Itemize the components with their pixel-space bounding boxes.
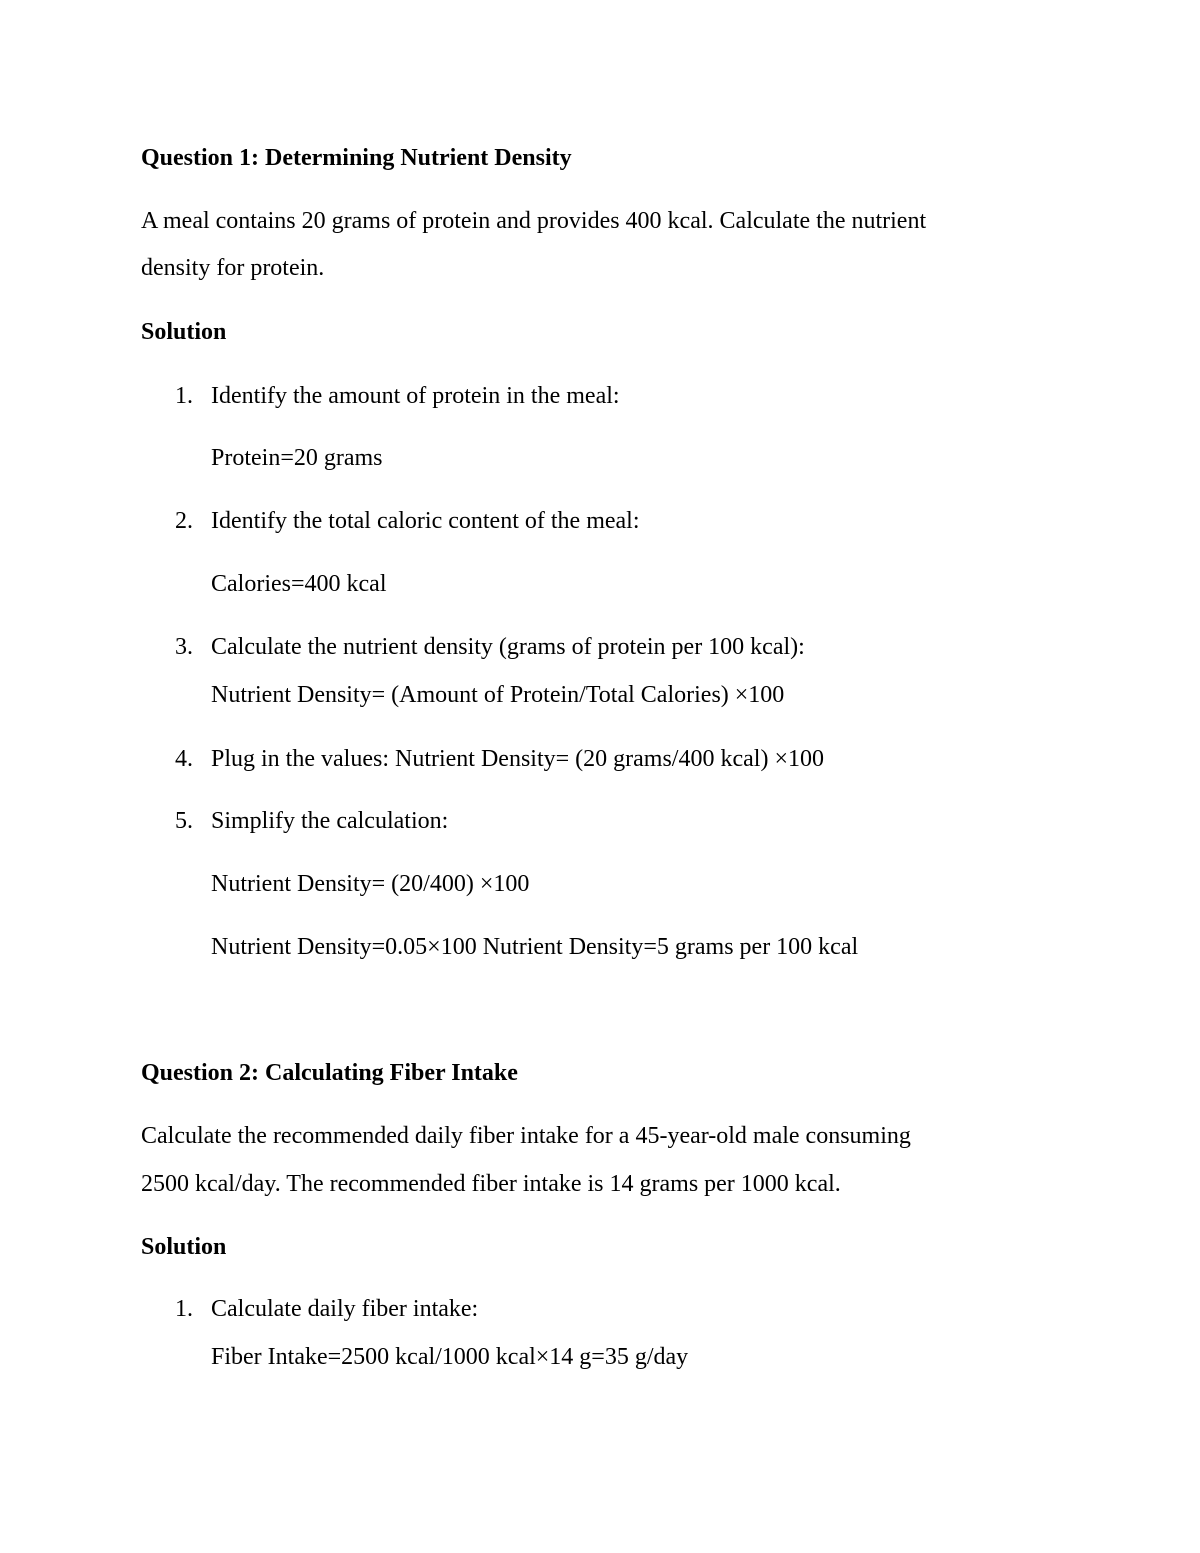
step-detail: Fiber Intake=2500 kcal/1000 kcal×14 g=35 g/day — [211, 1344, 689, 1370]
step-detail: Nutrient Density=0.05×100 Nutrient Density=5 grams per 100 kcal — [211, 934, 859, 960]
question-1-heading: Question 1: Determining Nutrient Density — [141, 145, 572, 171]
step-number: 1. — [175, 383, 193, 409]
question-2-text-line-1: Calculate the recommended daily fiber intake for a 45-year-old male consuming — [141, 1123, 911, 1149]
step-number: 4. — [175, 746, 193, 772]
step-text: Simplify the calculation: — [211, 808, 449, 834]
question-1-text-line-2: density for protein. — [141, 255, 325, 281]
step-number: 3. — [175, 634, 193, 660]
step-detail: Calories=400 kcal — [211, 571, 387, 597]
step-number: 2. — [175, 508, 193, 534]
step-number: 5. — [175, 808, 193, 834]
question-2-solution-label: Solution — [141, 1234, 227, 1260]
step-text: Identify the amount of protein in the meal: — [211, 383, 620, 409]
step-detail: Protein=20 grams — [211, 445, 383, 471]
step-text: Identify the total caloric content of the meal: — [211, 508, 640, 534]
question-2-heading: Question 2: Calculating Fiber Intake — [141, 1060, 518, 1086]
question-1-solution-label: Solution — [141, 319, 227, 345]
step-number: 1. — [175, 1296, 193, 1322]
step-detail: Nutrient Density= (20/400) ×100 — [211, 871, 530, 897]
question-1-text-line-1: A meal contains 20 grams of protein and provides 400 kcal. Calculate the nutrient — [141, 208, 927, 234]
question-2-text-line-2: 2500 kcal/day. The recommended fiber intake is 14 grams per 1000 kcal. — [141, 1171, 841, 1197]
step-text: Plug in the values: Nutrient Density= (20 grams/400 kcal) ×100 — [211, 746, 824, 772]
step-text: Calculate daily fiber intake: — [211, 1296, 479, 1322]
step-detail: Nutrient Density= (Amount of Protein/Total Calories) ×100 — [211, 682, 785, 708]
step-text: Calculate the nutrient density (grams of protein per 100 kcal): — [211, 634, 805, 660]
